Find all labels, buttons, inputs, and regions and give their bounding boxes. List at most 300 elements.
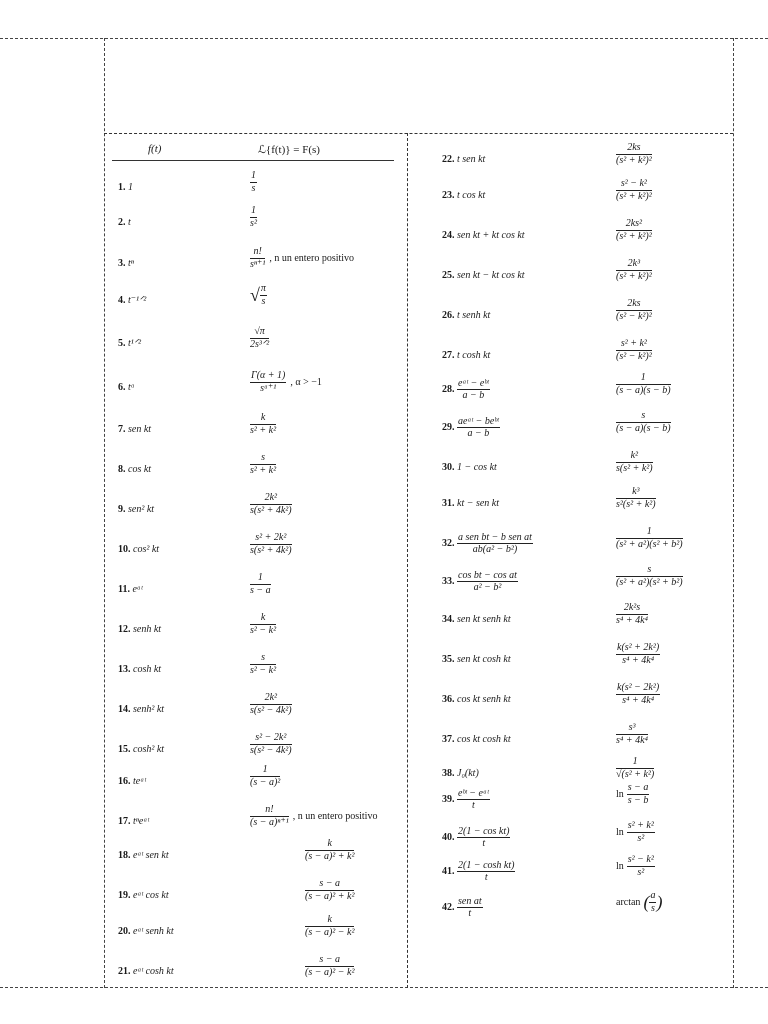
left-row-number: 13. xyxy=(118,664,133,675)
left-row-11-numerator: 1 xyxy=(250,572,271,585)
left-row-3-function xyxy=(118,258,134,269)
right-row-38-transform xyxy=(616,756,654,781)
right-row-36-fraction xyxy=(616,682,660,707)
right-row-31-denominator: s²(s² + k²) xyxy=(616,499,656,510)
right-row-29-transform xyxy=(616,410,671,435)
right-row-40-denominator: s² xyxy=(637,833,645,844)
left-row-expression: cosh kt xyxy=(133,664,162,675)
right-row-41-fraction xyxy=(627,854,655,879)
left-row-11-fraction xyxy=(250,572,271,597)
right-row-23-function xyxy=(442,190,485,201)
column-divider xyxy=(407,133,408,988)
right-row-32-function xyxy=(442,532,533,555)
right-row-22-numerator: 2ks xyxy=(616,142,652,155)
left-row-20-numerator: k xyxy=(305,914,354,927)
left-row-2-denominator: s² xyxy=(250,218,257,229)
right-row-32-f-fraction xyxy=(457,532,533,555)
right-row-27-denominator: (s² − k²)² xyxy=(616,351,652,362)
right-row-number: 38. xyxy=(442,768,457,779)
left-row-1-fraction xyxy=(250,170,257,195)
left-row-19-numerator: s − a xyxy=(305,878,354,891)
left-row-21-fraction xyxy=(305,954,354,979)
left-row-number: 20. xyxy=(118,926,133,937)
right-row-42-denominator: s xyxy=(650,903,655,914)
right-row-36-denominator: s⁴ + 4k⁴ xyxy=(622,695,655,706)
left-row-14-numerator: 2k² xyxy=(250,692,292,705)
left-row-10-function xyxy=(118,544,159,555)
left-row-17-fraction xyxy=(250,804,289,829)
right-row-42-f-numerator: sen at xyxy=(458,896,482,907)
right-row-37-numerator: s³ xyxy=(616,722,648,735)
right-row-23-fraction xyxy=(616,178,652,203)
left-row-expression: teᵃᵗ xyxy=(133,776,146,787)
left-row-2-function xyxy=(118,217,131,228)
left-row-14-function xyxy=(118,704,164,715)
left-row-14-denominator: s(s² − 4k²) xyxy=(250,705,292,716)
left-row-5-fraction xyxy=(250,326,269,351)
left-row-13-fraction xyxy=(250,652,276,677)
right-row-expression: t sen kt xyxy=(457,154,486,165)
header-rule xyxy=(112,160,394,161)
right-row-prefix: ln xyxy=(616,861,624,872)
left-row-number: 6. xyxy=(118,382,128,393)
left-row-14-fraction xyxy=(250,692,292,717)
right-row-39-f-denominator: t xyxy=(471,800,475,811)
right-row-26-fraction xyxy=(616,298,652,323)
right-row-number: 27. xyxy=(442,350,457,361)
left-row-19-function xyxy=(118,890,169,901)
right-row-25-fraction xyxy=(616,258,652,283)
right-row-number: 22. xyxy=(442,154,457,165)
right-row-32-denominator: (s² + a²)(s² + b²) xyxy=(616,539,683,550)
right-row-number: 39. xyxy=(442,793,457,805)
right-row-number: 24. xyxy=(442,230,457,241)
right-row-number: 36. xyxy=(442,694,457,705)
left-row-number: 7. xyxy=(118,424,128,435)
left-row-number: 9. xyxy=(118,504,128,515)
right-row-25-numerator: 2k³ xyxy=(616,258,652,271)
left-row-21-numerator: s − a xyxy=(305,954,354,967)
right-row-39-numerator: s − a xyxy=(627,782,649,793)
right-row-23-transform xyxy=(616,178,652,203)
right-row-27-fraction xyxy=(616,338,652,363)
right-row-36-function xyxy=(442,694,511,705)
right-row-22-fraction xyxy=(616,142,652,167)
left-row-4-function xyxy=(118,295,146,306)
right-row-29-f-denominator: a − b xyxy=(467,428,490,439)
left-row-number: 19. xyxy=(118,890,133,901)
right-row-22-denominator: (s² + k²)² xyxy=(616,155,652,166)
left-row-16-fraction xyxy=(250,764,280,789)
right-row-30-numerator: k² xyxy=(616,450,653,463)
right-row-41-numerator: s² − k² xyxy=(627,854,654,865)
left-row-note: , n un entero positivo xyxy=(292,811,378,822)
left-row-18-numerator: k xyxy=(305,838,354,851)
right-row-prefix: ln xyxy=(616,827,624,838)
right-row-30-transform xyxy=(616,450,653,475)
right-row-number: 23. xyxy=(442,190,457,201)
right-row-22-transform xyxy=(616,142,652,167)
left-row-15-function xyxy=(118,744,164,755)
right-row-39-function xyxy=(442,788,490,811)
right-row-34-denominator: s⁴ + 4k⁴ xyxy=(616,615,649,626)
right-row-37-function xyxy=(442,734,511,745)
left-row-12-denominator: s² − k² xyxy=(250,625,277,636)
right-row-37-denominator: s⁴ + 4k⁴ xyxy=(616,735,649,746)
left-row-expression: eᵃᵗ xyxy=(132,584,143,595)
right-row-24-fraction xyxy=(616,218,652,243)
left-row-10-fraction xyxy=(250,532,292,557)
left-row-15-transform xyxy=(250,732,292,757)
right-row-23-numerator: s² − k² xyxy=(616,178,652,191)
left-row-8-transform xyxy=(250,452,276,477)
right-row-expression: cos kt senh kt xyxy=(457,694,511,705)
right-row-number: 25. xyxy=(442,270,457,281)
left-row-number: 17. xyxy=(118,816,133,827)
left-row-15-numerator: s² − 2k² xyxy=(250,732,292,745)
right-row-expression: t cosh kt xyxy=(457,350,491,361)
left-row-17-function xyxy=(118,816,149,827)
left-row-11-transform xyxy=(250,572,271,597)
paren-open-icon: ( xyxy=(643,892,650,912)
right-row-35-fraction xyxy=(616,642,660,667)
right-row-40-f-numerator: 2(1 − cos kt) xyxy=(458,826,510,837)
paren-close-icon: ) xyxy=(656,892,663,912)
left-row-7-denominator: s² + k² xyxy=(250,425,277,436)
left-row-7-numerator: k xyxy=(250,412,276,425)
right-row-28-numerator: 1 xyxy=(616,372,671,385)
right-row-expression: cos kt cosh kt xyxy=(457,734,511,745)
left-row-7-fraction xyxy=(250,412,276,437)
right-row-29-function xyxy=(442,416,500,439)
right-row-expression: sen kt + kt cos kt xyxy=(457,230,525,241)
right-row-39-transform xyxy=(616,782,649,807)
left-row-8-fraction xyxy=(250,452,276,477)
right-row-number: 28. xyxy=(442,383,457,395)
left-row-expression: 1 xyxy=(128,182,133,193)
left-row-number: 12. xyxy=(118,624,133,635)
right-row-28-f-numerator: eᵃᵗ − eᵇᵗ xyxy=(458,378,489,389)
right-row-33-f-numerator: cos bt − cos at xyxy=(458,570,517,581)
right-row-prefix: arctan xyxy=(616,897,641,908)
left-row-16-denominator: (s − a)² xyxy=(250,777,281,788)
right-row-30-denominator: s(s² + k²) xyxy=(616,463,653,474)
right-row-28-f-denominator: a − b xyxy=(462,390,485,401)
right-row-33-f-fraction xyxy=(457,570,518,593)
left-row-19-fraction xyxy=(305,878,354,903)
left-row-2-numerator: 1 xyxy=(251,205,256,216)
right-row-number: 42. xyxy=(442,901,457,913)
right-row-42-numerator: a xyxy=(650,890,656,901)
right-row-expression: 1 − cos kt xyxy=(457,462,497,473)
left-row-16-function xyxy=(118,776,146,787)
right-row-32-numerator: 1 xyxy=(616,526,683,539)
left-row-expression: senh² kt xyxy=(133,704,165,715)
left-row-5-numerator: √π xyxy=(250,326,269,339)
right-row-42-f-denominator: t xyxy=(468,908,472,919)
right-row-32-fraction xyxy=(616,526,683,551)
left-row-expression: cosh² kt xyxy=(133,744,165,755)
right-row-number: 30. xyxy=(442,462,457,473)
left-row-15-denominator: s(s² − 4k²) xyxy=(250,745,292,756)
left-row-13-numerator: s xyxy=(250,652,276,665)
right-row-31-function xyxy=(442,498,499,509)
left-row-expression: cos kt xyxy=(128,464,152,475)
right-row-23-denominator: (s² + k²)² xyxy=(616,191,652,202)
right-row-number: 41. xyxy=(442,865,457,877)
right-row-41-f-denominator: t xyxy=(484,872,488,883)
left-row-4-denominator: s xyxy=(261,296,266,307)
left-row-expression: eᵃᵗ cos kt xyxy=(133,890,169,901)
right-row-34-function xyxy=(442,614,511,625)
right-row-39-fraction xyxy=(627,782,650,807)
left-row-20-transform xyxy=(305,914,354,939)
left-row-number: 15. xyxy=(118,744,133,755)
right-row-number: 26. xyxy=(442,310,457,321)
left-row-19-transform xyxy=(305,878,354,903)
right-row-expression: t senh kt xyxy=(457,310,491,321)
left-row-20-denominator: (s − a)² − k² xyxy=(305,927,355,938)
right-row-number: 34. xyxy=(442,614,457,625)
left-row-17-numerator: n! xyxy=(250,804,289,817)
right-row-26-numerator: 2ks xyxy=(616,298,652,311)
right-row-number: 35. xyxy=(442,654,457,665)
right-row-expression: J₀(kt) xyxy=(457,768,479,779)
left-row-20-fraction xyxy=(305,914,354,939)
right-row-34-transform xyxy=(616,602,648,627)
right-row-number: 29. xyxy=(442,421,457,433)
left-row-19-denominator: (s − a)² + k² xyxy=(305,891,355,902)
right-row-number: 32. xyxy=(442,537,457,549)
right-row-29-fraction xyxy=(616,410,671,435)
left-row-9-transform xyxy=(250,492,292,517)
left-row-1-function xyxy=(118,182,133,193)
left-row-18-fraction xyxy=(305,838,354,863)
left-row-16-transform xyxy=(250,764,280,789)
right-row-39-f-numerator: eᵇᵗ − eᵃᵗ xyxy=(458,788,489,799)
left-row-note: , n un entero positivo xyxy=(269,253,355,264)
left-row-expression: senh kt xyxy=(133,624,162,635)
left-row-7-function xyxy=(118,424,151,435)
right-row-40-numerator: s² + k² xyxy=(627,820,654,831)
left-row-6-function xyxy=(118,382,135,393)
right-row-42-transform xyxy=(616,890,662,915)
right-row-39-denominator: s − b xyxy=(627,795,649,806)
left-row-10-transform xyxy=(250,532,292,557)
right-row-41-transform xyxy=(616,854,655,879)
left-row-expression: cos² kt xyxy=(133,544,160,555)
right-row-prefix: ln xyxy=(616,789,624,800)
left-row-11-function xyxy=(118,584,143,595)
right-row-37-fraction xyxy=(616,722,648,747)
right-row-35-transform xyxy=(616,642,660,667)
right-row-24-transform xyxy=(616,218,652,243)
left-row-2-transform xyxy=(250,205,257,230)
right-row-28-fraction xyxy=(616,372,671,397)
left-row-expression: tᵅ xyxy=(128,382,135,393)
left-row-1-numerator: 1 xyxy=(251,170,256,181)
left-row-9-function xyxy=(118,504,154,515)
right-row-32-f-denominator: ab(a² − b²) xyxy=(472,544,518,555)
right-row-42-function xyxy=(442,896,483,919)
right-row-35-function xyxy=(442,654,511,665)
left-row-5-transform xyxy=(250,326,269,351)
right-row-31-transform xyxy=(616,486,656,511)
right-row-expression: kt − sen kt xyxy=(457,498,500,509)
right-row-29-numerator: s xyxy=(616,410,671,423)
left-row-13-denominator: s² − k² xyxy=(250,665,277,676)
right-row-33-fraction xyxy=(616,564,683,589)
left-row-9-fraction xyxy=(250,492,292,517)
left-row-6-numerator: Γ(α + 1) xyxy=(251,370,286,381)
right-row-33-f-denominator: a² − b² xyxy=(473,582,502,593)
left-row-14-transform xyxy=(250,692,292,717)
left-row-6-denominator: sᵅ⁺¹ xyxy=(260,383,277,394)
left-row-expression: t xyxy=(128,217,131,228)
table-top-rule xyxy=(104,133,733,134)
right-row-37-transform xyxy=(616,722,648,747)
left-row-number: 11. xyxy=(118,584,133,595)
right-row-39-f-fraction xyxy=(457,788,490,811)
left-row-7-transform xyxy=(250,412,276,437)
left-row-10-denominator: s(s² + 4k²) xyxy=(250,545,292,556)
right-row-25-function xyxy=(442,270,525,281)
left-row-expression: t¹ᐟ² xyxy=(128,338,142,349)
left-row-number: 21. xyxy=(118,966,133,977)
right-row-40-fraction xyxy=(627,820,655,845)
right-row-26-transform xyxy=(616,298,652,323)
left-row-number: 14. xyxy=(118,704,133,715)
left-row-12-transform xyxy=(250,612,276,637)
right-row-40-f-denominator: t xyxy=(482,838,486,849)
right-row-22-function xyxy=(442,154,485,165)
left-row-expression: eᵃᵗ senh kt xyxy=(133,926,174,937)
left-row-4-fraction xyxy=(260,283,267,308)
right-row-25-denominator: (s² + k²)² xyxy=(616,271,652,282)
left-row-expression: sen² kt xyxy=(128,504,155,515)
left-row-expression: sen kt xyxy=(128,424,152,435)
left-row-expression: eᵃᵗ cosh kt xyxy=(133,966,174,977)
right-row-27-transform xyxy=(616,338,652,363)
left-row-18-denominator: (s − a)² + k² xyxy=(305,851,355,862)
left-row-17-denominator: (s − a)ⁿ⁺¹ xyxy=(250,817,289,828)
sqrt-icon: √ xyxy=(250,285,260,305)
right-row-expression: sen kt − kt cos kt xyxy=(457,270,525,281)
left-row-expression: tⁿ xyxy=(128,258,134,269)
left-row-16-numerator: 1 xyxy=(250,764,280,777)
left-row-2-fraction xyxy=(250,205,257,230)
left-row-number: 3. xyxy=(118,258,128,269)
right-row-42-f-fraction xyxy=(457,896,483,919)
right-row-41-f-fraction xyxy=(457,860,515,883)
right-row-34-fraction xyxy=(616,602,648,627)
right-row-35-denominator: s⁴ + 4k⁴ xyxy=(622,655,655,666)
left-row-8-numerator: s xyxy=(250,452,276,465)
right-row-31-numerator: k³ xyxy=(616,486,656,499)
right-row-41-denominator: s² xyxy=(637,867,645,878)
right-row-35-numerator: k(s² + 2k²) xyxy=(617,642,660,653)
right-row-27-numerator: s² + k² xyxy=(616,338,652,351)
left-row-5-denominator: 2s³ᐟ² xyxy=(250,339,270,350)
left-row-expression: tⁿeᵃᵗ xyxy=(133,816,150,827)
right-row-40-function xyxy=(442,826,510,849)
right-row-24-numerator: 2ks² xyxy=(616,218,652,231)
left-row-21-denominator: (s − a)² − k² xyxy=(305,967,355,978)
right-row-33-function xyxy=(442,570,518,593)
right-row-28-denominator: (s − a)(s − b) xyxy=(616,385,671,396)
left-row-8-function xyxy=(118,464,151,475)
left-row-number: 2. xyxy=(118,217,128,228)
right-row-expression: sen kt senh kt xyxy=(457,614,511,625)
left-row-expression: t⁻¹ᐟ² xyxy=(128,295,147,306)
left-row-15-fraction xyxy=(250,732,292,757)
left-row-number: 16. xyxy=(118,776,133,787)
right-row-29-denominator: (s − a)(s − b) xyxy=(616,423,671,434)
left-row-3-fraction xyxy=(250,246,265,271)
right-row-33-transform xyxy=(616,564,683,589)
left-row-18-transform xyxy=(305,838,354,863)
right-row-number: 33. xyxy=(442,575,457,587)
left-row-12-function xyxy=(118,624,161,635)
right-row-33-numerator: s xyxy=(616,564,683,577)
header-f-of-t: f(t) xyxy=(148,143,162,155)
right-row-expression: sen kt cosh kt xyxy=(457,654,511,665)
left-row-expression: eᵃᵗ sen kt xyxy=(133,850,169,861)
right-row-41-function xyxy=(442,860,515,883)
left-row-17-transform xyxy=(250,804,377,829)
left-row-4-numerator: π xyxy=(260,283,266,294)
right-row-24-denominator: (s² + k²)² xyxy=(616,231,652,242)
left-row-4-transform xyxy=(250,283,267,308)
right-row-expression: t cos kt xyxy=(457,190,486,201)
right-row-27-function xyxy=(442,350,490,361)
right-row-24-function xyxy=(442,230,525,241)
right-row-31-fraction xyxy=(616,486,656,511)
frame-right-rule xyxy=(733,38,734,988)
left-row-1-transform xyxy=(250,170,257,195)
left-row-6-transform xyxy=(250,370,322,395)
right-row-40-f-fraction xyxy=(457,826,510,849)
left-row-number: 8. xyxy=(118,464,128,475)
left-row-13-function xyxy=(118,664,161,675)
right-row-26-denominator: (s² − k²)² xyxy=(616,311,652,322)
frame-bottom-rule xyxy=(0,987,768,988)
right-row-25-transform xyxy=(616,258,652,283)
frame-top-rule xyxy=(0,38,768,39)
left-row-11-denominator: s − a xyxy=(250,585,271,596)
left-row-6-fraction xyxy=(250,370,286,395)
right-row-30-function xyxy=(442,462,497,473)
right-row-32-transform xyxy=(616,526,683,551)
left-row-12-numerator: k xyxy=(250,612,276,625)
left-row-number: 1. xyxy=(118,182,128,193)
right-row-32-f-numerator: a sen bt − b sen at xyxy=(458,532,532,543)
left-row-13-transform xyxy=(250,652,276,677)
right-row-33-denominator: (s² + a²)(s² + b²) xyxy=(616,577,683,588)
left-row-number: 5. xyxy=(118,338,128,349)
right-row-28-transform xyxy=(616,372,671,397)
right-row-34-numerator: 2k²s xyxy=(616,602,648,615)
right-row-40-transform xyxy=(616,820,655,845)
left-row-note: , α > −1 xyxy=(290,377,322,388)
left-row-18-function xyxy=(118,850,169,861)
right-row-29-f-numerator: aeᵃᵗ − beᵇᵗ xyxy=(458,416,499,427)
left-row-3-denominator: sⁿ⁺¹ xyxy=(250,259,266,270)
right-row-number: 31. xyxy=(442,498,457,509)
right-row-38-denominator: √(s² + k²) xyxy=(616,769,655,780)
right-row-30-fraction xyxy=(616,450,653,475)
left-row-9-denominator: s(s² + 4k²) xyxy=(250,505,292,516)
